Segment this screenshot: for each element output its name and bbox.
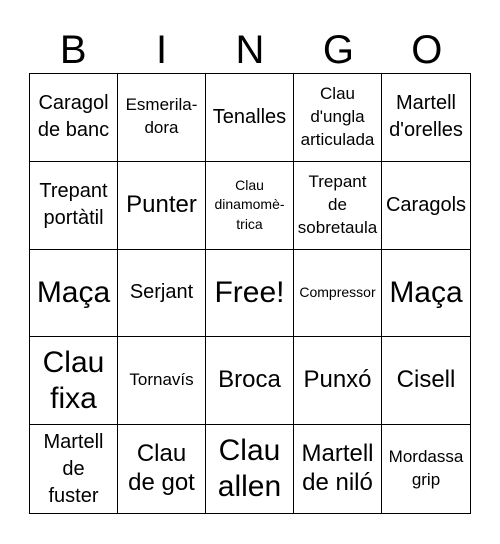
bingo-cell-label: Clau dinamomè- trica bbox=[214, 176, 285, 232]
bingo-cell[interactable] bbox=[294, 250, 382, 338]
bingo-cell-label: Tenalles bbox=[212, 105, 287, 128]
bingo-cell[interactable] bbox=[30, 425, 118, 513]
bingo-cell-label: Free! bbox=[214, 275, 285, 309]
bingo-cell[interactable] bbox=[382, 425, 470, 513]
bingo-cell[interactable] bbox=[118, 337, 206, 425]
bingo-cell[interactable] bbox=[382, 337, 470, 425]
bingo-cell[interactable] bbox=[206, 337, 294, 425]
header-letter-g: G bbox=[322, 28, 354, 72]
bingo-cell-label: Martell d'orelles bbox=[389, 92, 463, 142]
bingo-cell-label: Maça bbox=[389, 275, 463, 309]
header-letter-i: I bbox=[156, 28, 168, 72]
bingo-cell[interactable] bbox=[118, 425, 206, 513]
bingo-cell-label: Trepant de sobretaula bbox=[297, 171, 378, 237]
bingo-cell[interactable] bbox=[206, 425, 294, 513]
bingo-cell[interactable] bbox=[294, 337, 382, 425]
bingo-cell-label: Martell de niló bbox=[301, 440, 374, 497]
bingo-cell[interactable] bbox=[382, 162, 470, 250]
bingo-cell-label: Compressor bbox=[299, 284, 376, 301]
bingo-board bbox=[29, 73, 471, 514]
bingo-cell-label: Clau de got bbox=[128, 440, 195, 497]
bingo-cell[interactable] bbox=[206, 162, 294, 250]
bingo-cell[interactable] bbox=[382, 74, 470, 162]
bingo-cell[interactable] bbox=[118, 250, 206, 338]
bingo-cell[interactable] bbox=[30, 337, 118, 425]
bingo-cell-label: Broca bbox=[218, 366, 281, 394]
bingo-cell-label: Esmerila- dora bbox=[125, 95, 198, 138]
bingo-cell[interactable] bbox=[118, 162, 206, 250]
bingo-cell[interactable] bbox=[382, 250, 470, 338]
bingo-header bbox=[29, 26, 471, 74]
bingo-cell-label: Maça bbox=[36, 275, 111, 309]
bingo-cell[interactable] bbox=[30, 74, 118, 162]
bingo-cell-label: Caragol de banc bbox=[37, 92, 110, 142]
header-letter-o: O bbox=[411, 28, 443, 72]
bingo-cell[interactable] bbox=[206, 74, 294, 162]
bingo-cell-label: Clau allen bbox=[217, 434, 282, 504]
bingo-cell-label: Clau d'ungla articulada bbox=[300, 83, 375, 149]
bingo-cell-label: Cisell bbox=[396, 366, 456, 394]
bingo-cell[interactable] bbox=[294, 425, 382, 513]
bingo-cell[interactable] bbox=[118, 74, 206, 162]
bingo-cell-label: Caragols bbox=[385, 193, 467, 216]
bingo-cell[interactable] bbox=[206, 250, 294, 338]
bingo-cell[interactable] bbox=[294, 74, 382, 162]
bingo-cell-label: Punxó bbox=[303, 366, 372, 394]
bingo-cell[interactable] bbox=[30, 162, 118, 250]
bingo-cell-label: Tornavís bbox=[129, 370, 194, 390]
bingo-cell-label: Mordassa grip bbox=[388, 447, 464, 490]
bingo-cell-label: Martell de fuster bbox=[43, 430, 104, 507]
header-letter-n: N bbox=[235, 28, 265, 72]
bingo-cell-label: Clau fixa bbox=[42, 345, 105, 415]
bingo-cell-label: Punter bbox=[126, 190, 197, 218]
bingo-cell[interactable] bbox=[30, 250, 118, 338]
header-letter-b: B bbox=[59, 28, 87, 72]
bingo-cell-label: Trepant portàtil bbox=[39, 180, 108, 230]
bingo-cell-label: Serjant bbox=[129, 281, 194, 304]
bingo-cell[interactable] bbox=[294, 162, 382, 250]
